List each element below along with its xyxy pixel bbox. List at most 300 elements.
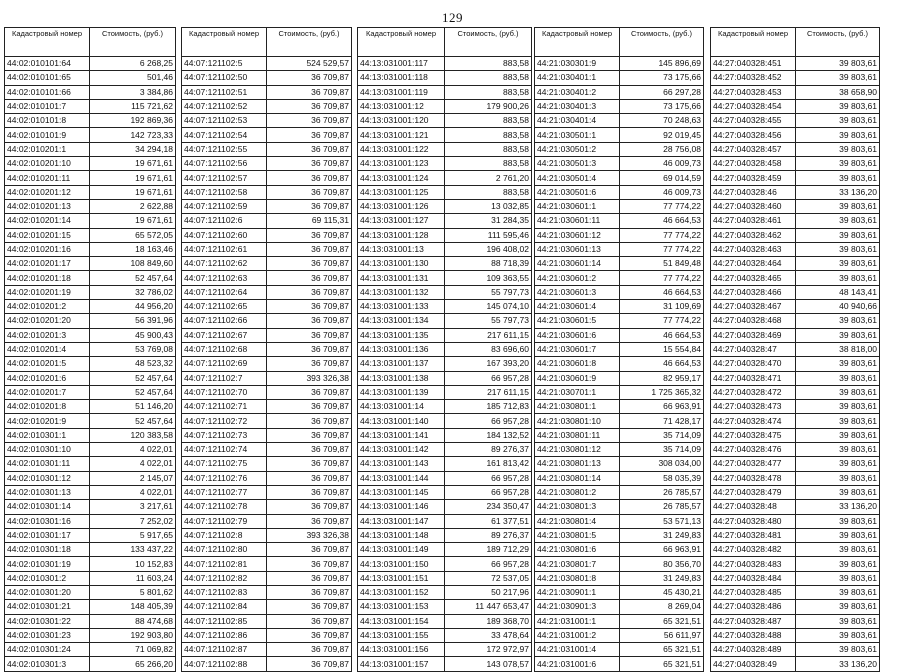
cadastral-number-cell: 44:21:030501:6: [535, 185, 620, 199]
cadastral-number-cell: 44:13:031001:123: [358, 157, 445, 171]
cadastral-number-cell: 44:02:010101:65: [5, 71, 90, 85]
cost-cell: 36 709,87: [267, 342, 352, 356]
cadastral-number-cell: 44:27:040328:451: [711, 57, 796, 71]
cost-cell: 38 658,90: [796, 85, 880, 99]
cost-cell: 31 249,83: [620, 528, 704, 542]
table-row: [535, 585, 704, 599]
cost-cell: 39 803,61: [796, 428, 880, 442]
cadastral-number-cell: 44:27:040328:489: [711, 643, 796, 657]
table-row: [358, 328, 532, 342]
cadastral-number-cell: 44:27:040328:479: [711, 485, 796, 499]
cost-cell: 26 785,57: [620, 500, 704, 514]
cadastral-number-cell: 44:07:121102:60: [182, 228, 267, 242]
table-row: [5, 185, 176, 199]
table-row: [182, 557, 352, 571]
cost-cell: 88 718,39: [445, 257, 532, 271]
cadastral-number-cell: 44:13:031001:140: [358, 414, 445, 428]
cost-cell: 6 268,25: [90, 57, 176, 71]
cadastral-number-cell: 44:07:121102:58: [182, 185, 267, 199]
table-row: [5, 543, 176, 557]
cost-cell: 179 900,26: [445, 99, 532, 113]
table-row: [711, 514, 880, 528]
cost-cell: 51 146,20: [90, 400, 176, 414]
table-row: [535, 557, 704, 571]
cost-cell: 8 269,04: [620, 600, 704, 614]
cadastral-number-cell: 44:13:031001:120: [358, 114, 445, 128]
cost-cell: 77 774,22: [620, 199, 704, 213]
cadastral-number-cell: 44:27:040328:470: [711, 357, 796, 371]
cost-cell: 33 136,20: [796, 657, 880, 671]
table-row: [535, 85, 704, 99]
cost-cell: 45 430,21: [620, 585, 704, 599]
table-row: [182, 257, 352, 271]
table-row: [358, 585, 532, 599]
cadastral-number-cell: 44:02:010201:17: [5, 257, 90, 271]
cadastral-number-cell: 44:27:040328:461: [711, 214, 796, 228]
table-row: [535, 628, 704, 642]
cadastral-number-cell: 44:07:121102:64: [182, 285, 267, 299]
cost-cell: 53 769,08: [90, 342, 176, 356]
cadastral-number-cell: 44:27:040328:46: [711, 185, 796, 199]
table-row: [358, 400, 532, 414]
table-row: [5, 57, 176, 71]
table-row: [358, 657, 532, 671]
table-row: [5, 371, 176, 385]
cost-cell: 36 709,87: [267, 471, 352, 485]
table-row: [5, 99, 176, 113]
table-row: [711, 557, 880, 571]
cadastral-table-4: [534, 27, 704, 672]
cost-cell: 36 709,87: [267, 571, 352, 585]
cadastral-number-cell: 44:21:030801:12: [535, 443, 620, 457]
cadastral-number-cell: 44:27:040328:474: [711, 414, 796, 428]
cost-cell: 72 537,05: [445, 571, 532, 585]
cadastral-number-cell: 44:07:121102:83: [182, 585, 267, 599]
table-row: [711, 271, 880, 285]
cadastral-number-cell: 44:27:040328:482: [711, 543, 796, 557]
table-row: [535, 271, 704, 285]
cost-cell: 883,58: [445, 157, 532, 171]
cost-cell: 36 709,87: [267, 185, 352, 199]
table-row: [182, 99, 352, 113]
table-row: [5, 471, 176, 485]
table-row: [358, 643, 532, 657]
table-row: [358, 514, 532, 528]
cadastral-number-cell: 44:27:040328:480: [711, 514, 796, 528]
table-row: [182, 142, 352, 156]
table-row: [358, 428, 532, 442]
table-row: [182, 71, 352, 85]
cost-cell: 36 709,87: [267, 228, 352, 242]
table-row: [5, 557, 176, 571]
cadastral-number-cell: 44:27:040328:475: [711, 428, 796, 442]
table-row: [182, 285, 352, 299]
table-row: [182, 614, 352, 628]
table-row: [358, 357, 532, 371]
table-row: [182, 400, 352, 414]
table-row: [711, 600, 880, 614]
cost-cell: 39 803,61: [796, 557, 880, 571]
cost-cell: 31 249,83: [620, 571, 704, 585]
cadastral-number-cell: 44:21:030801:11: [535, 428, 620, 442]
cadastral-number-cell: 44:27:040328:466: [711, 285, 796, 299]
table-row: [5, 342, 176, 356]
cost-header: Стоимость, (руб.): [267, 28, 352, 57]
cadastral-number-cell: 44:07:121102:85: [182, 614, 267, 628]
cost-cell: 31 284,35: [445, 214, 532, 228]
cadastral-number-cell: 44:13:031001:131: [358, 271, 445, 285]
cadastral-number-cell: 44:02:010301:20: [5, 585, 90, 599]
table-row: [182, 600, 352, 614]
cost-cell: 145 074,10: [445, 300, 532, 314]
cadastral-number-cell: 44:07:121102:88: [182, 657, 267, 671]
cadastral-number-cell: 44:02:010201:2: [5, 300, 90, 314]
cadastral-number-cell: 44:07:121102:50: [182, 71, 267, 85]
cost-cell: 36 709,87: [267, 485, 352, 499]
cost-cell: 58 035,39: [620, 471, 704, 485]
table-row: [5, 228, 176, 242]
cadastral-number-cell: 44:21:031001:4: [535, 643, 620, 657]
table-row: [711, 428, 880, 442]
table-row: [711, 57, 880, 71]
cadastral-number-cell: 44:21:030601:7: [535, 342, 620, 356]
cadastral-number-cell: 44:21:030601:5: [535, 314, 620, 328]
cost-cell: 39 803,61: [796, 371, 880, 385]
cadastral-number-cell: 44:13:031001:125: [358, 185, 445, 199]
cost-cell: 36 709,87: [267, 628, 352, 642]
cost-cell: 66 957,28: [445, 557, 532, 571]
table-row: [358, 99, 532, 113]
cadastral-number-cell: 44:27:040328:460: [711, 199, 796, 213]
cost-cell: 36 709,87: [267, 257, 352, 271]
cadastral-number-cell: 44:13:031001:153: [358, 600, 445, 614]
table-row: [535, 314, 704, 328]
cost-cell: 184 132,52: [445, 428, 532, 442]
table-row: [182, 543, 352, 557]
table-row: [358, 600, 532, 614]
cost-cell: 77 774,22: [620, 242, 704, 256]
cadastral-table-5: [710, 27, 880, 672]
table-row: [535, 428, 704, 442]
cadastral-number-cell: 44:21:030601:8: [535, 357, 620, 371]
cadastral-number-cell: 44:13:031001:156: [358, 643, 445, 657]
table-row: [358, 385, 532, 399]
table-row: [711, 128, 880, 142]
table-row: [535, 71, 704, 85]
cadastral-table-1: [4, 27, 176, 672]
cost-cell: 11 447 653,47: [445, 600, 532, 614]
table-row: [182, 514, 352, 528]
cadastral-number-cell: 44:27:040328:472: [711, 385, 796, 399]
table-row: [182, 385, 352, 399]
cost-cell: 77 774,22: [620, 271, 704, 285]
cadastral-number-cell: 44:27:040328:463: [711, 242, 796, 256]
table-row: [5, 257, 176, 271]
cadastral-number-cell: 44:07:121102:68: [182, 342, 267, 356]
cadastral-number-cell: 44:07:121102:63: [182, 271, 267, 285]
table-row: [358, 443, 532, 457]
cadastral-number-cell: 44:02:010201:8: [5, 400, 90, 414]
table-row: [711, 285, 880, 299]
cadastral-number-cell: 44:21:030601:1: [535, 199, 620, 213]
cost-cell: 393 326,38: [267, 371, 352, 385]
cadastral-number-cell: 44:13:031001:144: [358, 471, 445, 485]
cadastral-number-cell: 44:27:040328:467: [711, 300, 796, 314]
cadastral-number-cell: 44:13:031001:132: [358, 285, 445, 299]
table-row: [535, 300, 704, 314]
table-row: [5, 571, 176, 585]
cost-cell: 55 797,73: [445, 285, 532, 299]
table-row: [535, 528, 704, 542]
cadastral-number-cell: 44:27:040328:462: [711, 228, 796, 242]
table-row: [358, 128, 532, 142]
cost-cell: 19 671,61: [90, 214, 176, 228]
table-row: [358, 228, 532, 242]
cadastral-number-cell: 44:13:031001:14: [358, 400, 445, 414]
cost-cell: 82 959,17: [620, 371, 704, 385]
table-row: [535, 185, 704, 199]
cost-cell: 39 803,61: [796, 214, 880, 228]
cost-cell: 4 022,01: [90, 443, 176, 457]
cost-cell: 883,58: [445, 114, 532, 128]
cost-cell: 5 917,65: [90, 528, 176, 542]
cost-cell: 2 145,07: [90, 471, 176, 485]
cost-cell: 189 712,29: [445, 543, 532, 557]
cost-cell: 61 377,51: [445, 514, 532, 528]
table-row: [535, 114, 704, 128]
table-row: [711, 342, 880, 356]
cost-cell: 36 709,87: [267, 199, 352, 213]
cadastral-number-cell: 44:13:031001:143: [358, 457, 445, 471]
table-row: [711, 371, 880, 385]
cost-cell: 39 803,61: [796, 485, 880, 499]
cost-cell: 33 478,64: [445, 628, 532, 642]
cost-cell: 65 321,51: [620, 657, 704, 671]
cadastral-number-cell: 44:21:030601:3: [535, 285, 620, 299]
cost-cell: 36 709,87: [267, 414, 352, 428]
table-row: [535, 342, 704, 356]
cadastral-number-cell: 44:21:030501:4: [535, 171, 620, 185]
table-row: [535, 157, 704, 171]
cost-cell: 108 849,60: [90, 257, 176, 271]
cadastral-number-cell: 44:07:121102:51: [182, 85, 267, 99]
cost-cell: 308 034,00: [620, 457, 704, 471]
cost-cell: 36 709,87: [267, 357, 352, 371]
cost-cell: 883,58: [445, 85, 532, 99]
cadastral-number-cell: 44:13:031001:142: [358, 443, 445, 457]
cadastral-number-cell: 44:07:121102:61: [182, 242, 267, 256]
cost-cell: 34 294,18: [90, 142, 176, 156]
table-row: [711, 643, 880, 657]
cadastral-number-cell: 44:02:010301:19: [5, 557, 90, 571]
cost-cell: 36 709,87: [267, 114, 352, 128]
cadastral-number-cell: 44:07:121102:87: [182, 643, 267, 657]
table-row: [711, 85, 880, 99]
cost-cell: 66 957,28: [445, 414, 532, 428]
cadastral-number-cell: 44:21:030801:6: [535, 543, 620, 557]
cadastral-number-cell: 44:02:010201:20: [5, 314, 90, 328]
cost-cell: 33 136,20: [796, 500, 880, 514]
cost-cell: 77 774,22: [620, 228, 704, 242]
cadastral-number-cell: 44:21:030801:7: [535, 557, 620, 571]
table-row: [358, 242, 532, 256]
cost-cell: 35 714,09: [620, 443, 704, 457]
table-row: [711, 114, 880, 128]
table-header-row: [535, 28, 704, 57]
cost-cell: 36 709,87: [267, 543, 352, 557]
table-row: [5, 500, 176, 514]
cost-cell: 393 326,38: [267, 528, 352, 542]
table-row: [5, 400, 176, 414]
cost-cell: 36 709,87: [267, 314, 352, 328]
cadastral-number-cell: 44:07:121102:79: [182, 514, 267, 528]
cadastral-number-cell: 44:13:031001:133: [358, 300, 445, 314]
cadastral-table-2: [181, 27, 352, 672]
cadastral-number-cell: 44:21:031001:6: [535, 657, 620, 671]
cost-cell: 883,58: [445, 57, 532, 71]
cost-cell: 52 457,64: [90, 385, 176, 399]
cadastral-number-cell: 44:02:010301:23: [5, 628, 90, 642]
cost-cell: 4 022,01: [90, 457, 176, 471]
cost-cell: 39 803,61: [796, 142, 880, 156]
table-row: [5, 443, 176, 457]
cadastral-number-cell: 44:02:010201:4: [5, 342, 90, 356]
cadastral-number-cell: 44:07:121102:52: [182, 99, 267, 113]
table-row: [711, 257, 880, 271]
table-row: [711, 400, 880, 414]
table-row: [711, 571, 880, 585]
table-row: [711, 543, 880, 557]
cost-cell: 36 709,87: [267, 585, 352, 599]
cadastral-number-cell: 44:13:031001:139: [358, 385, 445, 399]
table-row: [5, 357, 176, 371]
table-row: [5, 528, 176, 542]
table-row: [358, 300, 532, 314]
table-row: [711, 214, 880, 228]
cost-cell: 36 709,87: [267, 500, 352, 514]
cadastral-number-cell: 44:27:040328:454: [711, 99, 796, 113]
cadastral-number-cell: 44:13:031001:138: [358, 371, 445, 385]
table-row: [711, 585, 880, 599]
cadastral-number-cell: 44:02:010301:21: [5, 600, 90, 614]
cost-cell: 39 803,61: [796, 400, 880, 414]
table-row: [358, 171, 532, 185]
page-number: 129: [442, 10, 463, 25]
cost-cell: 4 022,01: [90, 485, 176, 499]
table-row: [182, 643, 352, 657]
cost-cell: 46 009,73: [620, 185, 704, 199]
table-row: [358, 85, 532, 99]
cost-cell: 109 363,55: [445, 271, 532, 285]
cost-cell: 39 803,61: [796, 242, 880, 256]
cadastral-number-cell: 44:27:040328:478: [711, 471, 796, 485]
cadastral-number-cell: 44:02:010101:66: [5, 85, 90, 99]
table-row: [535, 57, 704, 71]
cost-cell: 39 803,61: [796, 471, 880, 485]
table-row: [358, 214, 532, 228]
cadastral-number-cell: 44:27:040328:47: [711, 342, 796, 356]
cadastral-number-cell: 44:02:010301:10: [5, 443, 90, 457]
cost-cell: 36 709,87: [267, 600, 352, 614]
cadastral-number-cell: 44:27:040328:473: [711, 400, 796, 414]
table-row: [5, 85, 176, 99]
table-row: [358, 199, 532, 213]
cost-cell: 40 940,66: [796, 300, 880, 314]
table-row: [711, 71, 880, 85]
cadastral-number-cell: 44:27:040328:453: [711, 85, 796, 99]
cadastral-number-cell: 44:02:010301:24: [5, 643, 90, 657]
cadastral-number-cell: 44:02:010301:18: [5, 543, 90, 557]
cost-cell: 18 163,46: [90, 242, 176, 256]
table-row: [5, 300, 176, 314]
cadastral-number-cell: 44:07:121102:75: [182, 457, 267, 471]
table-row: [358, 157, 532, 171]
table-row: [358, 485, 532, 499]
cost-cell: 55 797,73: [445, 314, 532, 328]
table-row: [711, 228, 880, 242]
cadastral-number-cell: 44:02:010301:11: [5, 457, 90, 471]
cost-cell: 196 408,02: [445, 242, 532, 256]
cadastral-number-cell: 44:21:030801:8: [535, 571, 620, 585]
table-row: [358, 71, 532, 85]
cadastral-number-cell: 44:07:121102:82: [182, 571, 267, 585]
table-row: [711, 457, 880, 471]
cadastral-number-cell: 44:21:030601:14: [535, 257, 620, 271]
cadastral-number-cell: 44:13:031001:135: [358, 328, 445, 342]
table-row: [711, 199, 880, 213]
cost-cell: 39 803,61: [796, 600, 880, 614]
cadastral-number-cell: 44:07:121102:72: [182, 414, 267, 428]
cost-cell: 46 009,73: [620, 157, 704, 171]
cost-cell: 19 671,61: [90, 171, 176, 185]
cost-cell: 3 217,61: [90, 500, 176, 514]
cadastral-number-cell: 44:13:031001:146: [358, 500, 445, 514]
table-row: [5, 414, 176, 428]
cost-cell: 44 956,20: [90, 300, 176, 314]
table-row: [5, 614, 176, 628]
table-row: [535, 357, 704, 371]
table-row: [5, 157, 176, 171]
table-row: [5, 628, 176, 642]
cadastral-number-cell: 44:07:121102:54: [182, 128, 267, 142]
cadastral-number-cell: 44:02:010201:16: [5, 242, 90, 256]
table-row: [358, 185, 532, 199]
table-row: [535, 485, 704, 499]
cadastral-number-cell: 44:02:010101:7: [5, 99, 90, 113]
cost-cell: 51 849,48: [620, 257, 704, 271]
table-row: [182, 314, 352, 328]
table-row: [535, 228, 704, 242]
cadastral-number-cell: 44:13:031001:121: [358, 128, 445, 142]
table-row: [711, 357, 880, 371]
cadastral-number-cell: 44:02:010301:12: [5, 471, 90, 485]
table-row: [711, 157, 880, 171]
table-row: [535, 385, 704, 399]
cost-cell: 65 321,51: [620, 643, 704, 657]
table-row: [535, 600, 704, 614]
cadastral-number-cell: 44:21:030401:1: [535, 71, 620, 85]
cadastral-number-cell: 44:07:121102:57: [182, 171, 267, 185]
cadastral-number-cell: 44:27:040328:484: [711, 571, 796, 585]
cadastral-number-header: Кадастровый номер: [182, 28, 267, 57]
cadastral-number-cell: 44:21:030501:3: [535, 157, 620, 171]
cadastral-table-3: [357, 27, 532, 672]
cadastral-number-cell: 44:07:121102:73: [182, 428, 267, 442]
table-row: [711, 142, 880, 156]
table-row: [535, 443, 704, 457]
cadastral-number-cell: 44:02:010201:15: [5, 228, 90, 242]
cost-cell: 36 709,87: [267, 400, 352, 414]
